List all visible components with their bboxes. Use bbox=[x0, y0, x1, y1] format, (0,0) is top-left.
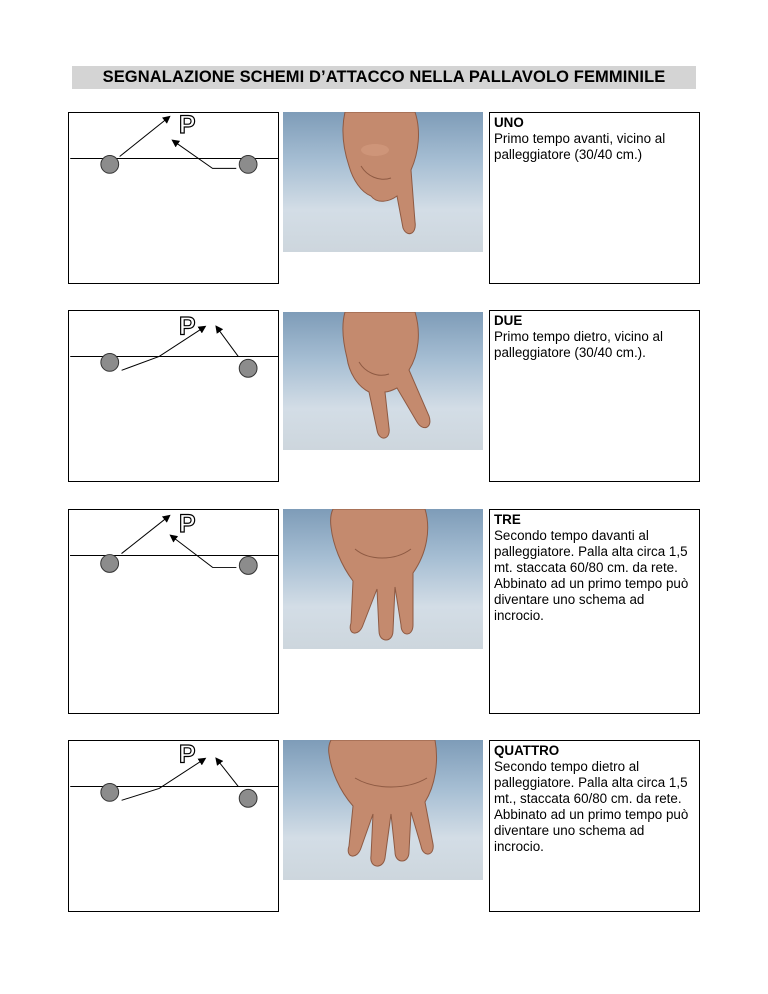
attack-scheme-diagram bbox=[69, 113, 279, 283]
setter-marker: P bbox=[178, 741, 196, 769]
page-title: SEGNALAZIONE SCHEMI D’ATTACCO NELLA PALLAVOLO FEMMINILE bbox=[72, 66, 696, 89]
signal-code: DUE bbox=[494, 313, 523, 328]
player-circle-right bbox=[239, 789, 257, 807]
player-circle-right bbox=[239, 359, 257, 377]
setter-marker: P bbox=[178, 113, 196, 139]
attack-scheme-diagram bbox=[69, 741, 279, 911]
hand-signal-photo-due bbox=[283, 312, 483, 450]
player-circle-right bbox=[239, 156, 257, 174]
signal-description-uno bbox=[489, 112, 700, 284]
player-circle-left bbox=[101, 555, 119, 573]
signal-code: UNO bbox=[494, 115, 524, 130]
signal-description-tre bbox=[489, 509, 700, 714]
signal-code: TRE bbox=[494, 512, 521, 527]
attack-arrow-right bbox=[171, 536, 236, 568]
attack-arrow-right bbox=[173, 141, 236, 169]
player-circle-left bbox=[101, 784, 119, 802]
attack-arrow-left bbox=[122, 516, 170, 554]
signal-text: Primo tempo avanti, vicino al palleggiatore (30/40 cm.) bbox=[494, 131, 666, 162]
hand-signal-photo-quattro bbox=[283, 740, 483, 880]
attack-scheme-diagram bbox=[69, 311, 279, 481]
hand-one-finger-icon bbox=[283, 112, 483, 252]
signal-text: Primo tempo dietro, vicino al palleggiatore (30/40 cm.). bbox=[494, 329, 663, 360]
attack-arrow-left bbox=[120, 117, 169, 157]
court-diagram-quattro bbox=[68, 740, 279, 912]
signal-description-due bbox=[489, 310, 700, 482]
hand-three-fingers-icon bbox=[283, 509, 483, 649]
signal-description-quattro bbox=[489, 740, 700, 912]
signal-code: QUATTRO bbox=[494, 743, 560, 758]
hand-signal-photo-tre bbox=[283, 509, 483, 649]
court-diagram-tre bbox=[68, 509, 279, 714]
hand-four-fingers-icon bbox=[283, 740, 483, 880]
player-circle-right bbox=[239, 557, 257, 575]
setter-marker: P bbox=[178, 313, 196, 341]
player-circle-left bbox=[101, 354, 119, 372]
hand-signal-photo-uno bbox=[283, 112, 483, 252]
hand-two-fingers-icon bbox=[283, 312, 483, 450]
attack-arrow-right bbox=[217, 759, 239, 787]
court-diagram-uno bbox=[68, 112, 279, 284]
player-circle-left bbox=[101, 156, 119, 174]
attack-scheme-diagram bbox=[69, 510, 279, 713]
signal-text: Secondo tempo dietro al palleggiatore. Palla alta circa 1,5 mt., staccata 60/80 cm. da rete. Abbinato ad un primo tempo può diventare uno schema ad incrocio. bbox=[494, 759, 689, 854]
setter-marker: P bbox=[178, 510, 196, 538]
attack-arrow-right bbox=[217, 327, 239, 357]
court-diagram-due bbox=[68, 310, 279, 482]
signal-text: Secondo tempo davanti al palleggiatore. Palla alta circa 1,5 mt. staccata 60/80 cm. da rete. Abbinato ad un primo tempo può diventare uno schema ad incrocio. bbox=[494, 528, 689, 623]
